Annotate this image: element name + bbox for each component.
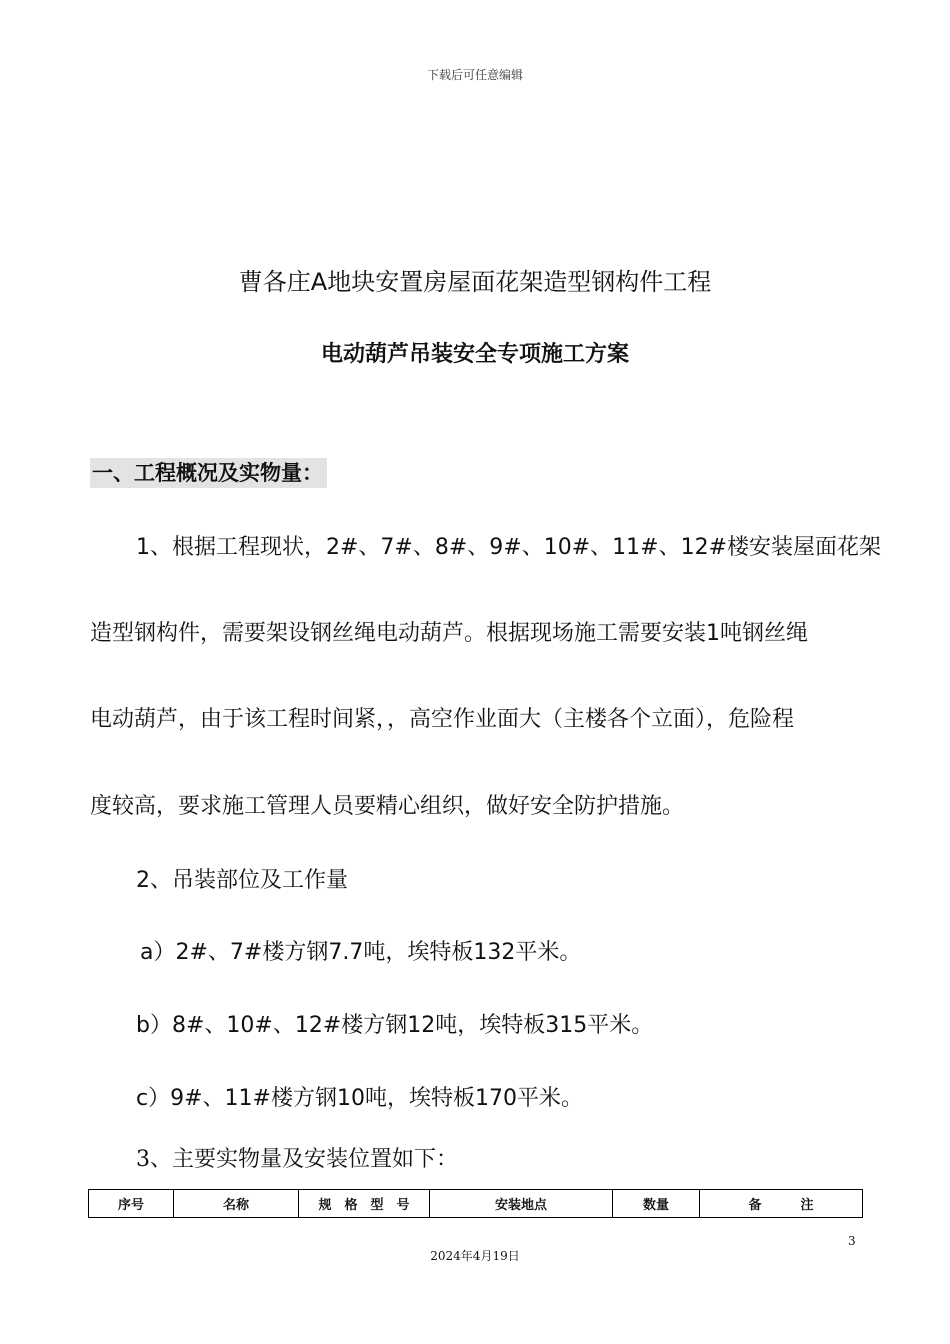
table-header-cell: 备 注 — [700, 1190, 863, 1218]
paragraph-line: 1、根据工程现状，2#、7#、8#、9#、10#、11#、12#楼安装屋面花架 — [136, 535, 882, 560]
list-item: c）9#、11#楼方钢10吨，埃特板170平米。 — [136, 1086, 583, 1111]
table-header-row — [89, 1190, 863, 1218]
table-header-cell: 数量 — [613, 1190, 700, 1218]
materials-table — [88, 1189, 863, 1218]
footer-date: 2024年4月19日 — [430, 1249, 520, 1263]
header-note: 下载后可任意编辑 — [426, 68, 523, 82]
section-heading: 一、工程概况及实物量： — [90, 458, 327, 488]
document-subtitle: 电动葫芦吊装安全专项施工方案 — [320, 342, 629, 367]
paragraph-line: 造型钢构件，需要架设钢丝绳电动葫芦。根据现场施工需要安装1吨钢丝绳 — [90, 621, 808, 646]
list-item: a）2#、7#楼方钢7.7吨，埃特板132平米。 — [140, 940, 582, 965]
page-number: 3 — [848, 1234, 856, 1248]
item-heading: 3、主要实物量及安装位置如下： — [136, 1147, 458, 1172]
list-item: b）8#、10#、12#楼方钢12吨，埃特板315平米。 — [136, 1013, 654, 1038]
table-header-cell: 规 格 型 号 — [299, 1190, 430, 1218]
table-header-cell: 序号 — [89, 1190, 174, 1218]
table-header-cell: 安装地点 — [430, 1190, 613, 1218]
document-title: 曹各庄A地块安置房屋面花架造型钢构件工程 — [238, 268, 712, 296]
paragraph-line: 度较高，要求施工管理人员要精心组织，做好安全防护措施。 — [90, 794, 685, 819]
item-heading: 2、吊装部位及工作量 — [136, 868, 348, 893]
table-header-cell: 名称 — [174, 1190, 299, 1218]
paragraph-line: 电动葫芦，由于该工程时间紧，，高空作业面大（主楼各个立面），危险程 — [90, 707, 795, 732]
